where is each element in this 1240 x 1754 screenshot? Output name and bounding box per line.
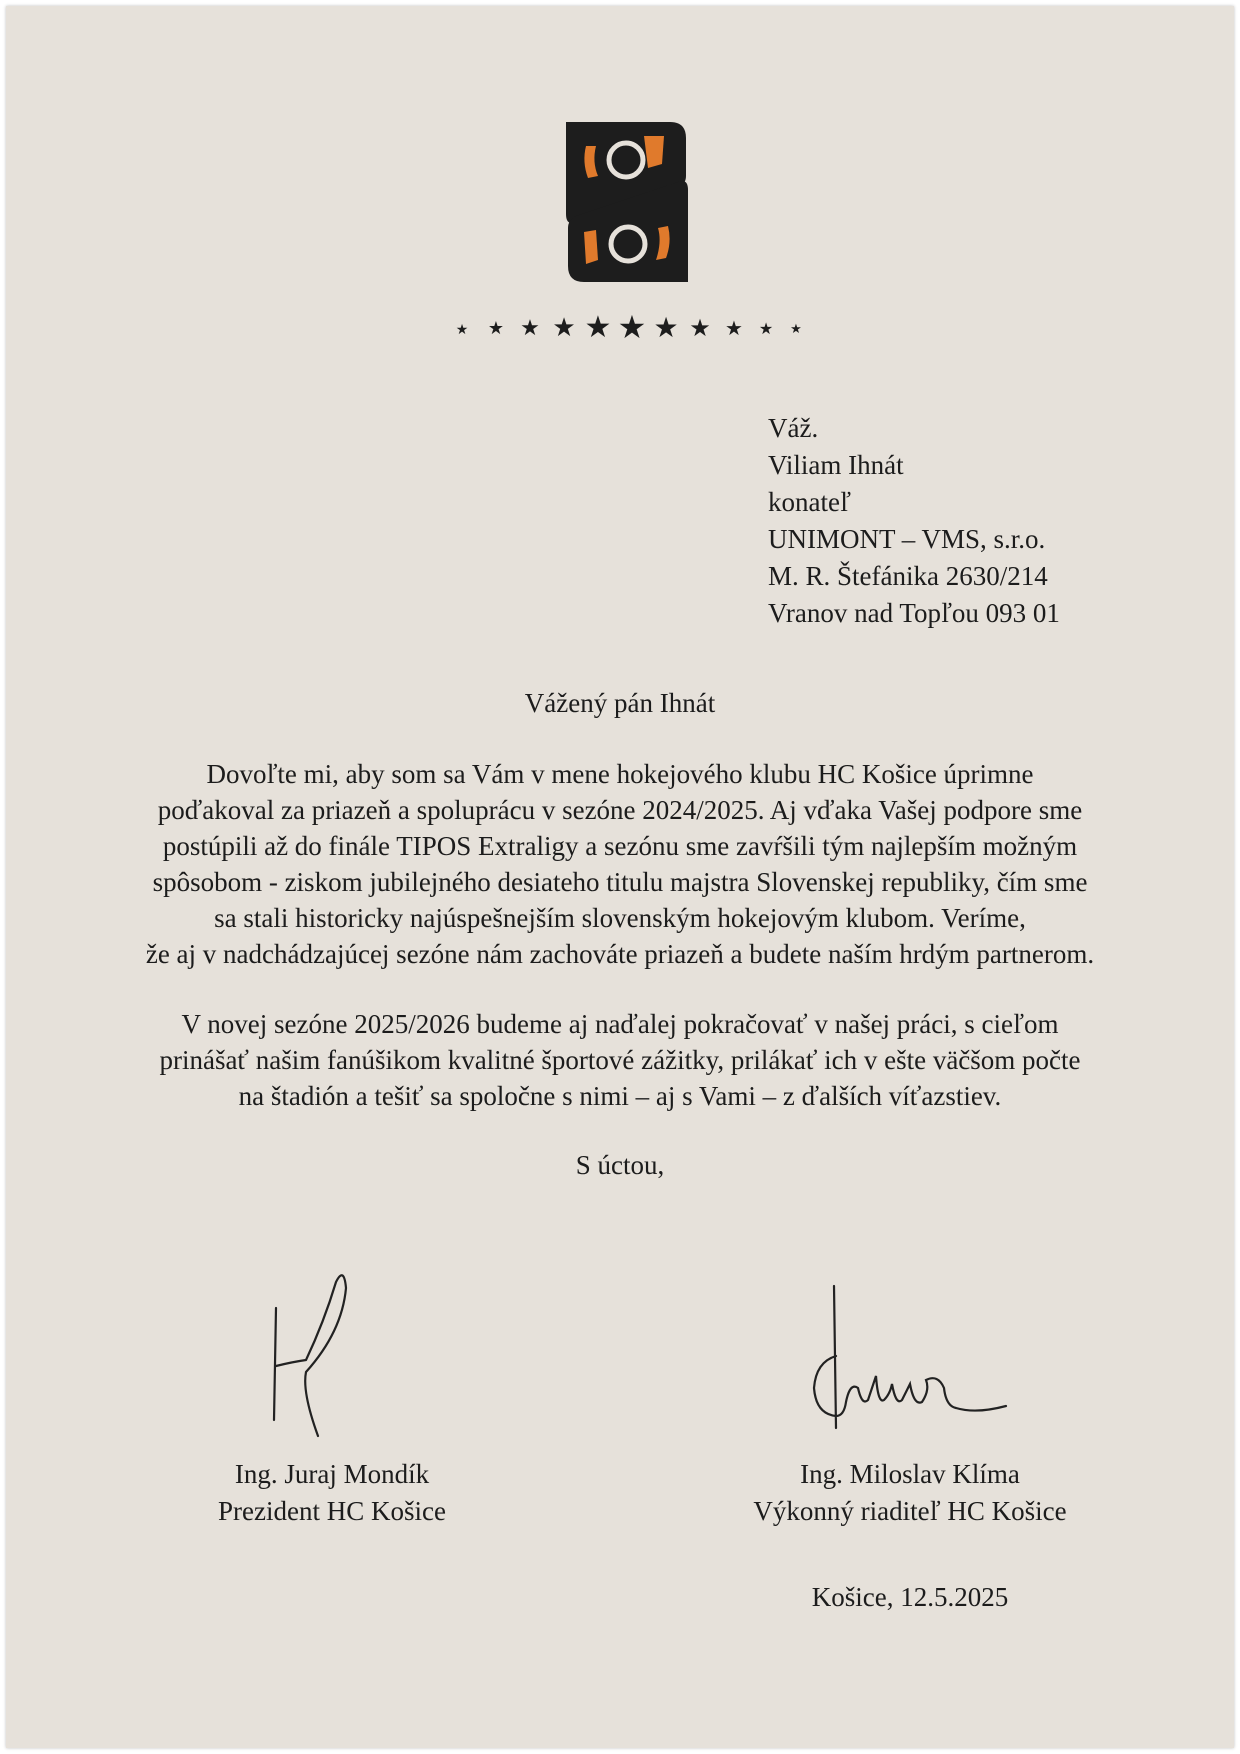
star-icon: ★ [487,318,505,338]
signatory-name: Ing. Miloslav Klíma [800,1459,1020,1489]
signatory-name: Ing. Juraj Mondík [234,1459,430,1489]
signatory-title: Výkonný riaditeľ HC Košice [753,1496,1067,1526]
hc-kosice-logo-icon [552,114,702,290]
signatory-president [172,1456,492,1530]
paragraph-line: že aj v nadchádzajúcej sezóne nám zachováte priazeň a budete naším hrdým partnerom. [145,939,1095,969]
paragraph-line: sa stali historicky najúspešnejším slovenským hokejovým klubom. Veríme, [214,903,1026,933]
recipient-line: Vranov nad Topľou 093 01 [768,598,1060,628]
star-icon: ★ [584,311,612,344]
signature-mondik [262,1262,372,1442]
paragraph-line: na štadión a tešiť sa spoločne s nimi – aj s Vami – z ďalších víťazstiev. [238,1081,1002,1111]
star-icon: ★ [617,309,647,345]
salutation: Vážený pán Ihnát [524,688,716,718]
star-icon: ★ [689,316,711,342]
star-icon: ★ [455,323,469,338]
closing: S úctou, [575,1150,665,1180]
star-icon: ★ [520,315,540,340]
star-icon: ★ [552,313,576,342]
body-paragraph-2 [100,1006,1140,1114]
recipient-line: M. R. Štefánika 2630/214 [768,561,1048,591]
star-icon: ★ [790,321,802,336]
signatory-title: Prezident HC Košice [218,1496,446,1526]
paragraph-line: postúpili až do finále TIPOS Extraligy a sezónu sme zavŕšili tým najlepším možným [162,831,1078,861]
star-icon: ★ [725,318,743,340]
recipient-line: Váž. [768,413,819,443]
recipient-line: Viliam Ihnát [768,450,904,480]
recipient-address [768,410,1060,632]
paragraph-line: spôsobom - ziskom jubilejného desiateho titulu majstra Slovenskej republiky, čím sme [152,867,1088,897]
body-paragraph-1 [100,756,1140,972]
date-line: Košice, 12.5.2025 [811,1582,1009,1612]
star-icon: ★ [758,321,774,338]
paragraph-line: V novej sezóne 2025/2026 budeme aj naďalej pokračovať v našej práci, s cieľom [181,1009,1059,1039]
paragraph-line: poďakoval za priazeň a spoluprácu v sezóne 2024/2025. Aj vďaka Vašej podpore sme [157,795,1083,825]
signatory-director [730,1456,1090,1530]
paragraph-line: prinášať našim fanúšikom kvalitné športové zážitky, prilákať ich v ešte väčšom počte [159,1045,1081,1075]
recipient-line: konateľ [768,487,851,517]
recipient-line: UNIMONT – VMS, s.r.o. [768,524,1046,554]
star-icon: ★ [653,313,679,344]
star-row [446,306,806,346]
signature-klima [806,1276,1016,1436]
paragraph-line: Dovoľte mi, aby som sa Vám v mene hokejového klubu HC Košice úprimne [206,759,1034,789]
